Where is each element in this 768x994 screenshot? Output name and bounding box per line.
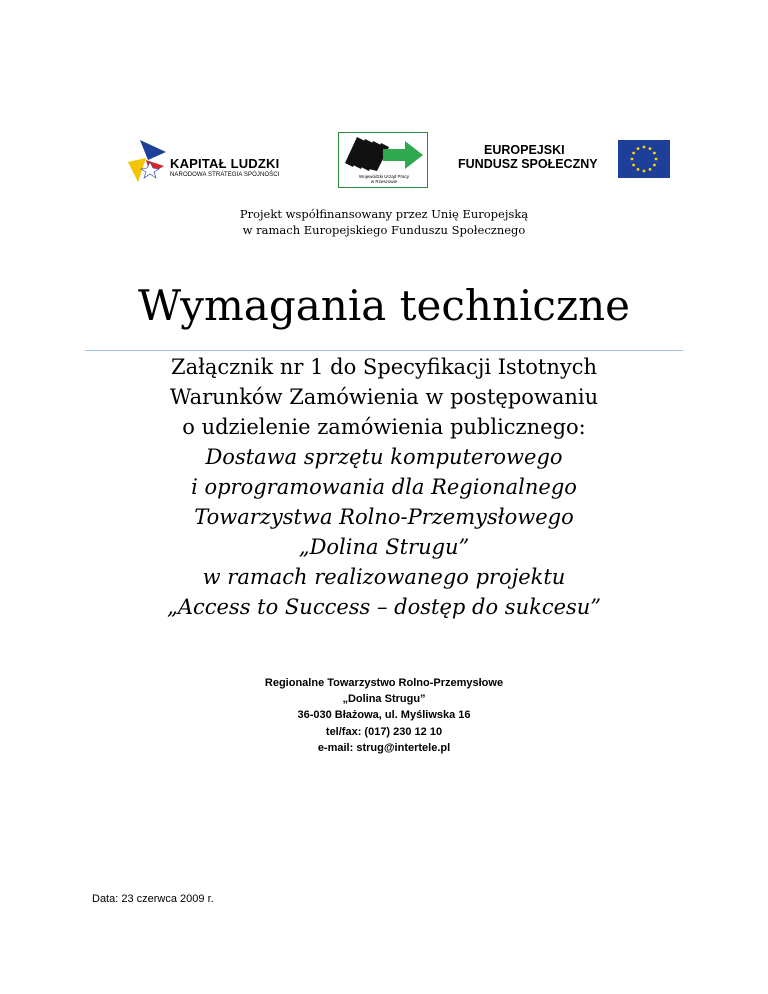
document-subtitle: [0, 352, 768, 622]
cofinancing-line2: w ramach Europejskiego Funduszu Społecznego: [242, 223, 526, 237]
subtitle-line: Załącznik nr 1 do Specyfikacji Istotnych: [170, 355, 597, 379]
organization-block: [0, 675, 768, 756]
subtitle-italic-line: Dostawa sprzętu komputerowego: [205, 445, 563, 469]
efs-line2: FUNDUSZ SPOŁECZNY: [458, 157, 598, 171]
wup-caption: [339, 174, 429, 184]
wup-caption-line1: Wojewódzki Urząd Pracy: [359, 174, 409, 179]
cofinancing-line1: Projekt współfinansowany przez Unię Europejską: [239, 207, 529, 221]
document-date: Data: 23 czerwca 2009 r.: [92, 893, 214, 905]
subtitle-italic-line: w ramach realizowanego projektu: [202, 565, 566, 589]
organization-name-2: „Dolina Strugu”: [342, 693, 426, 706]
organization-name: Regionalne Towarzystwo Rolno-Przemysłowe: [264, 677, 504, 689]
efs-line1: EUROPEJSKI: [484, 143, 565, 157]
organization-address: 36-030 Błażowa, ul. Myśliwska 16: [297, 709, 471, 722]
wup-caption-line2: w Rzeszowie: [370, 179, 398, 184]
subtitle-italic-line: „Dolina Strugu”: [298, 535, 470, 559]
kapital-ludzki-logo: [126, 138, 296, 188]
efs-logo: [458, 140, 673, 180]
wup-logo: [338, 132, 428, 188]
subtitle-italic-line: „Access to Success – dostęp do sukcesu”: [166, 595, 602, 619]
kapital-ludzki-title: KAPITAŁ LUDZKI: [170, 156, 280, 171]
document-title: Wymagania techniczne: [138, 281, 630, 330]
kapital-ludzki-subtitle: NARODOWA STRATEGIA SPÓJNOŚCI: [170, 172, 280, 178]
subtitle-line: o udzielenie zamówienia publicznego:: [182, 415, 586, 439]
eu-flag-icon: [618, 140, 670, 178]
subtitle-italic-line: i oprogramowania dla Regionalnego: [191, 475, 577, 499]
cofinancing-note: [0, 206, 768, 238]
kapital-ludzki-emblem-icon: [126, 138, 168, 188]
subtitle-line: Warunków Zamówienia w postępowaniu: [169, 385, 599, 409]
subtitle-italic-line: Towarzystwa Rolno-Przemysłowego: [194, 505, 574, 529]
organization-phone: tel/fax: (017) 230 12 10: [325, 725, 443, 738]
title-divider: [85, 350, 683, 351]
logo-bar: [0, 128, 768, 188]
wup-emblem-icon: [343, 135, 425, 173]
organization-email: e-mail: strug@intertele.pl: [317, 741, 451, 754]
